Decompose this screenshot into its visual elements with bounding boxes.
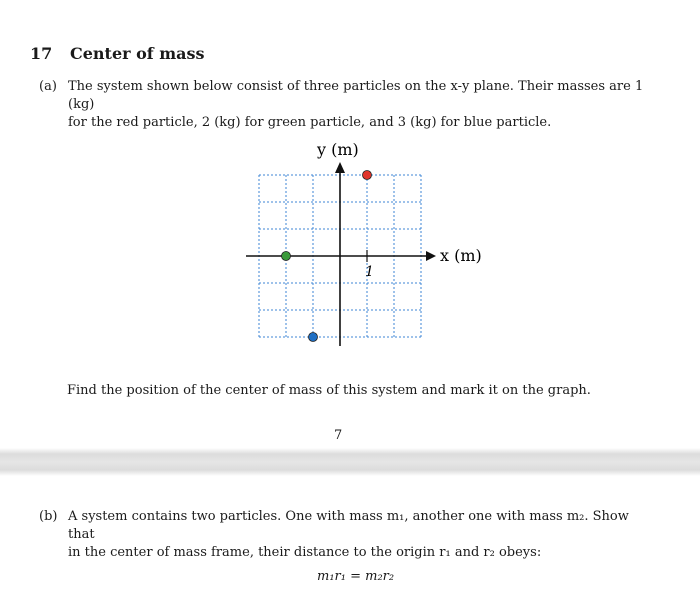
part-b-line-2: in the center of mass frame, their distance to the origin r₁ and r₂ obeys: — [68, 545, 542, 560]
center-of-mass-equation: m₁r₁ = m₂r₂ — [317, 569, 395, 584]
section-number: 17 — [30, 44, 53, 63]
x-axis-label: x (m) — [440, 246, 482, 265]
section-title: Center of mass — [70, 44, 205, 63]
page-bottom — [0, 476, 700, 597]
y-axis-arrowhead — [335, 162, 345, 173]
part-b-label: (b) — [39, 509, 58, 524]
y-axis-label: y (m) — [317, 140, 359, 159]
page-separator — [0, 448, 700, 476]
blue-particle — [309, 333, 318, 342]
part-b-paragraph — [39, 508, 659, 562]
part-b-line-1: A system contains two particles. One with mass m₁, another one with mass m₂. Show that — [68, 509, 629, 542]
page-number: 7 — [334, 428, 343, 443]
green-particle — [282, 252, 291, 261]
x-tick-label: 1 — [365, 264, 374, 280]
red-particle — [363, 171, 372, 180]
x-axis-arrowhead — [426, 251, 436, 261]
part-a-label: (a) — [39, 79, 57, 94]
part-a-question: Find the position of the center of mass of this system and mark it on the graph. — [67, 383, 591, 398]
part-a-line-1: The system shown below consist of three particles on the x-y plane. Their masses are 1 (kg) — [68, 79, 644, 112]
part-a-line-2: for the red particle, 2 (kg) for green particle, and 3 (kg) for blue particle. — [68, 115, 552, 130]
